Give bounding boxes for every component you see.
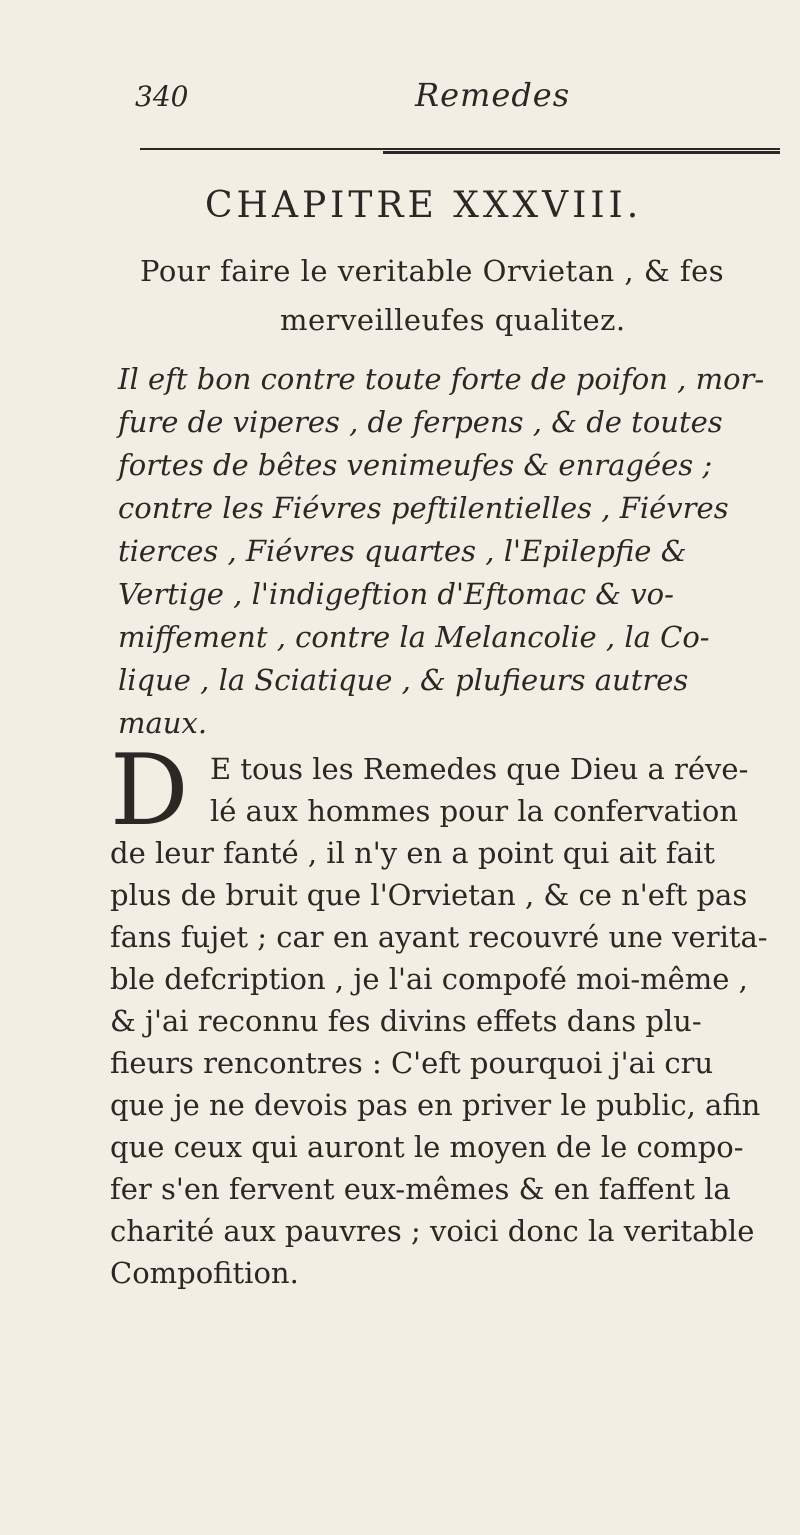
body-line: lé aux hommes pour la confervation: [210, 794, 739, 828]
body-line: fer s'en fervent eux-mêmes & en faffent la: [110, 1172, 731, 1206]
body-line: ble defcription , je l'ai compofé moi-même ,: [110, 962, 748, 996]
body-line: de leur fanté , il n'y en a point qui ait fait: [110, 836, 715, 870]
body-line: & j'ai reconnu fes divins effets dans plu-: [110, 1004, 702, 1038]
body-line: fieurs rencontres : C'eft pourquoi j'ai cru: [110, 1046, 714, 1080]
summary-line: maux.: [118, 706, 208, 740]
summary-line: contre les Fiévres peftilentielles , Fiévres: [118, 491, 729, 525]
body-paragraph: [110, 734, 790, 1294]
body-line: que ceux qui auront le moyen de le compo-: [110, 1130, 744, 1164]
body-line: Compofition.: [110, 1256, 299, 1290]
drop-cap: D: [110, 734, 189, 848]
body-line: E tous les Remedes que Dieu a réve-: [210, 752, 749, 786]
body-line: fans fujet ; car en ayant recouvré une verita-: [110, 920, 768, 954]
body-line: plus de bruit que l'Orvietan , & ce n'eft pas: [110, 878, 748, 912]
summary-line: fortes de bêtes venimeufes & enragées ;: [118, 448, 713, 482]
subtitle-line: Pour faire le veritable Orvietan , & fes: [140, 254, 725, 288]
summary-line: miffement , contre la Melancolie , la Co-: [118, 620, 710, 654]
page-number: 340: [135, 80, 189, 113]
body-line: charité aux pauvres ; voici donc la veritable: [110, 1214, 755, 1248]
summary-line: tierces , Fiévres quartes , l'Epilepfie &: [118, 534, 687, 568]
summary-line: Il eft bon contre toute forte de poifon , mor-: [118, 362, 765, 396]
body-line: que je ne devois pas en priver le public, afin: [110, 1088, 761, 1122]
chapter-subtitle: [140, 247, 775, 345]
chapter-summary: [118, 358, 788, 745]
summary-line: lique , la Sciatique , & plufieurs autres: [118, 663, 689, 697]
summary-line: Vertige , l'indigeftion d'Eftomac & vo-: [118, 577, 674, 611]
running-title: Remedes: [415, 76, 571, 114]
running-head: [135, 76, 760, 120]
summary-line: fure de viperes , de ferpens , & de toutes: [118, 405, 723, 439]
header-rule: [140, 148, 780, 154]
subtitle-line: merveilleufes qualitez.: [280, 303, 626, 337]
chapter-heading: CHAPITRE XXXVIII.: [205, 185, 643, 226]
